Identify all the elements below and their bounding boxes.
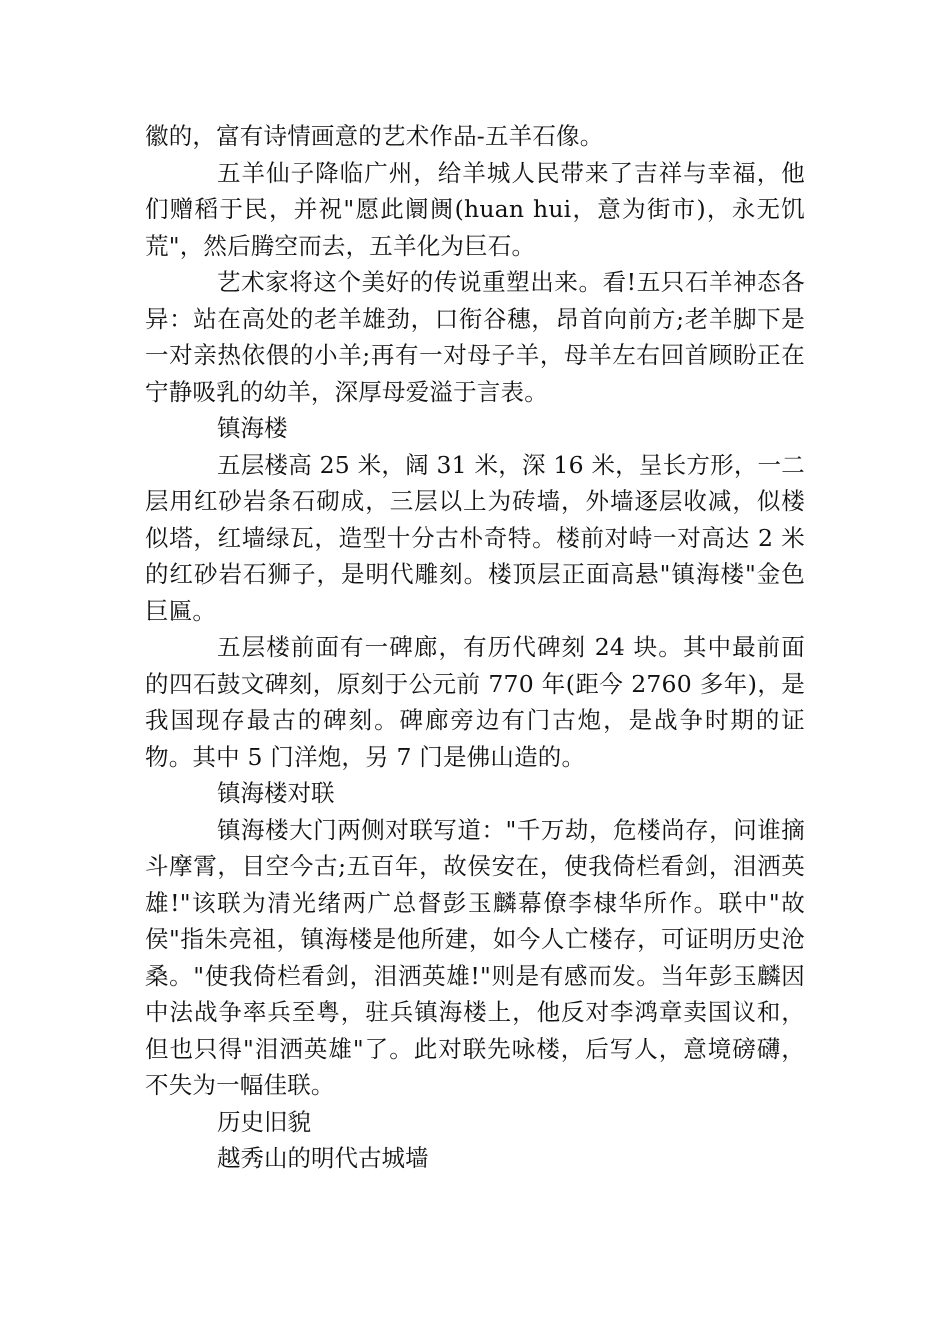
paragraph-five-rams-statue-ending: 徽的，富有诗情画意的艺术作品-五羊石像。 xyxy=(145,122,604,150)
paragraph-five-rams-legend: 五羊仙子降临广州，给羊城人民带来了吉祥与幸福，他们赠稻于民，并祝"愿此阛阓(huan hui，意为街市)，永无饥荒"，然后腾空而去，五羊化为巨石。 xyxy=(145,158,805,260)
section-heading-tower-couplet: 镇海楼对联 xyxy=(217,779,335,807)
paragraph-five-rams-sculpture: 艺术家将这个美好的传说重塑出来。看!五只石羊神态各异：站在高处的老羊雄劲，口衔谷穗，昂首向前方;老羊脚下是一对亲热依偎的小羊;再有一对母子羊，母羊左右回首顾盼正在宁静吸乳的幼羊，深厚母爱溢于言表。 xyxy=(145,268,805,406)
paragraph-zhenhai-tower-structure: 五层楼高 25 米，阔 31 米，深 16 米，呈长方形，一二层用红砂岩条石砌成，三层以上为砖墙，外墙逐层收减，似楼似塔，红墙绿瓦，造型十分古朴奇特。楼前对峙一对高达 2 米的红砂岩石狮子，是明代雕刻。楼顶层正面高悬"镇海楼"金色巨匾。 xyxy=(145,450,805,625)
section-heading-ming-city-wall: 越秀山的明代古城墙 xyxy=(217,1144,429,1172)
section-heading-historical-appearance: 历史旧貌 xyxy=(217,1107,311,1136)
section-heading-zhenhai-tower: 镇海楼 xyxy=(217,414,288,442)
paragraph-stele-corridor: 五层楼前面有一碑廊，有历代碑刻 24 块。其中最前面的四石鼓文碑刻，原刻于公元前 770 年(距今 2760 多年)，是我国现存最古的碑刻。碑廊旁边有门古炮，是战争时期的证物。其中 5 门洋炮，另 7 门是佛山造的。 xyxy=(145,633,805,771)
paragraph-tower-couplet: 镇海楼大门两侧对联写道："千万劫，危楼尚存，问谁摘斗摩霄，目空今古;五百年，故侯安在，使我倚栏看剑，泪洒英雄!"该联为清光绪两广总督彭玉麟幕僚李棣华所作。联中"故侯"指朱亮祖，镇海楼是他所建，如今人亡楼存，可证明历史沧桑。"使我倚栏看剑，泪洒英雄!"则是有感而发。当年彭玉麟因中法战争率兵至粤，驻兵镇海楼上，他反对李鸿章卖国议和，但也只得"泪洒英雄"了。此对联先咏楼，后写人，意境磅礴，不失为一幅佳联。 xyxy=(145,815,805,1099)
document-body xyxy=(145,118,805,1177)
